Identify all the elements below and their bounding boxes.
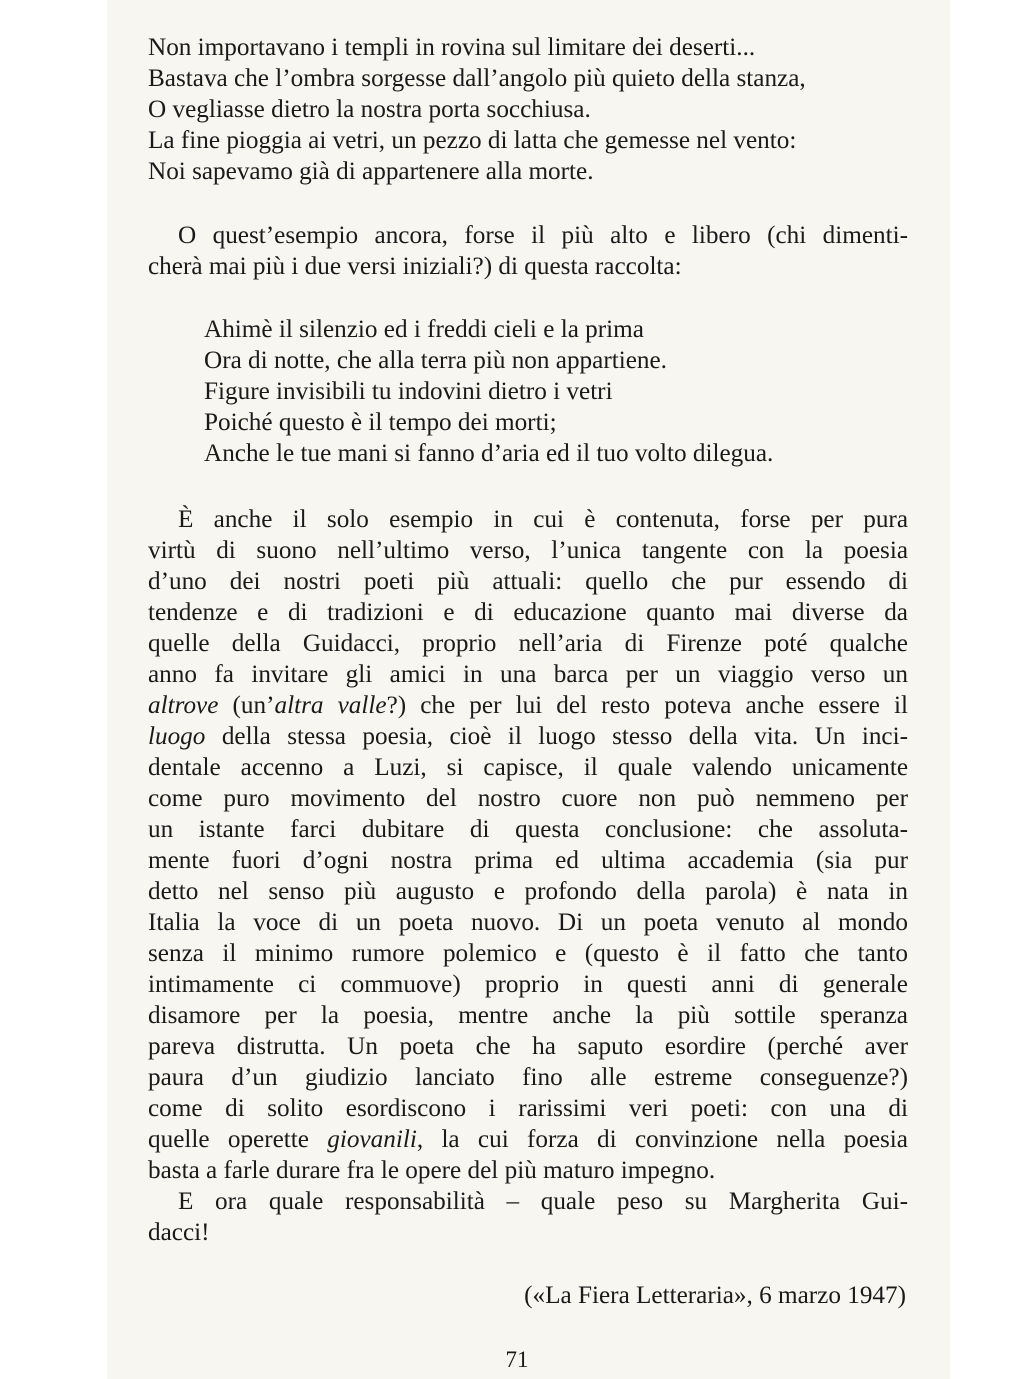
verse-line: Figure invisibili tu indovini dietro i vetri bbox=[204, 378, 613, 405]
text-line: dacci! bbox=[148, 1219, 210, 1246]
text-line: Italia la voce di un poeta nuovo. Di un poeta venuto al mondo bbox=[148, 909, 908, 936]
page-number: 71 bbox=[505, 1347, 529, 1372]
verse-line: Non importavano i templi in rovina sul limitare dei deserti... bbox=[148, 34, 756, 61]
italic-word: luogo bbox=[148, 723, 206, 750]
text-line: virtù di suono nell’ultimo verso, l’unica tangente con la poesia bbox=[148, 537, 908, 564]
verse-line: La fine pioggia ai vetri, un pezzo di latta che gemesse nel vento: bbox=[148, 127, 797, 154]
text-line: cherà mai più i due versi iniziali?) di questa raccolta: bbox=[148, 253, 682, 280]
text-fragment: (un’ bbox=[218, 692, 275, 719]
text-line: come di solito esordiscono i rarissimi veri poeti: con una di bbox=[148, 1095, 908, 1122]
verse-line: Noi sapevamo già di appartenere alla morte. bbox=[148, 158, 594, 185]
text-line: intimamente ci commuove) proprio in questi anni di generale bbox=[148, 971, 908, 998]
text-line: d’uno dei nostri poeti più attuali: quello che pur essendo di bbox=[148, 568, 908, 595]
text-line bbox=[148, 1124, 908, 1155]
text-line: mente fuori d’ogni nostra prima ed ultima accademia (sia pur bbox=[148, 847, 908, 874]
source-citation: («La Fiera Letteraria», 6 marzo 1947) bbox=[524, 1282, 906, 1309]
italic-word: altra valle bbox=[274, 692, 387, 719]
text-line: pareva distrutta. Un poeta che ha saputo esordire (perché aver bbox=[148, 1033, 908, 1060]
text-fragment: ?) che per lui del resto poteva anche essere il bbox=[386, 692, 908, 719]
text-line: E ora quale responsabilità – quale peso su Margherita Gui- bbox=[178, 1188, 908, 1215]
text-line: tendenze e di tradizioni e di educazione quanto mai diverse da bbox=[148, 599, 908, 626]
text-line: senza il minimo rumore polemico e (questo è il fatto che tanto bbox=[148, 940, 908, 967]
main-paragraph bbox=[148, 504, 908, 1186]
intro-paragraph bbox=[148, 220, 908, 282]
text-line: come puro movimento del nostro cuore non può nemmeno per bbox=[148, 785, 908, 812]
verse-line: Ora di notte, che alla terra più non appartiene. bbox=[204, 347, 667, 374]
text-line: dentale accenno a Luzi, si capisce, il quale valendo unicamente bbox=[148, 754, 908, 781]
text-line: quelle della Guidacci, proprio nell’aria di Firenze poté qualche bbox=[148, 630, 908, 657]
verse-block-1 bbox=[148, 32, 908, 187]
text-line: un istante farci dubitare di questa conclusione: che assoluta- bbox=[148, 816, 908, 843]
text-line bbox=[148, 721, 908, 752]
verse-line: O vegliasse dietro la nostra porta socchiusa. bbox=[148, 96, 591, 123]
verse-block-2 bbox=[204, 314, 904, 469]
text-fragment: , la cui forza di convinzione nella poesia bbox=[416, 1126, 908, 1153]
italic-word: giovanili bbox=[327, 1126, 417, 1153]
verse-line: Anche le tue mani si fanno d’aria ed il tuo volto dilegua. bbox=[204, 440, 774, 467]
closing-paragraph bbox=[148, 1186, 908, 1248]
verse-line: Poiché questo è il tempo dei morti; bbox=[204, 409, 557, 436]
text-line: anno fa invitare gli amici in una barca per un viaggio verso un bbox=[148, 661, 908, 688]
text-line: È anche il solo esempio in cui è contenuta, forse per pura bbox=[178, 506, 908, 533]
text-line bbox=[148, 690, 908, 721]
text-line: detto nel senso più augusto e profondo della parola) è nata in bbox=[148, 878, 908, 905]
verse-line: Ahimè il silenzio ed i freddi cieli e la prima bbox=[204, 316, 644, 343]
text-line: paura d’un giudizio lanciato fino alle estreme conseguenze?) bbox=[148, 1064, 908, 1091]
verse-line: Bastava che l’ombra sorgesse dall’angolo più quieto della stanza, bbox=[148, 65, 806, 92]
text-line: basta a farle durare fra le opere del più maturo impegno. bbox=[148, 1157, 716, 1184]
italic-word: altrove bbox=[148, 692, 219, 719]
text-fragment: della stessa poesia, cioè il luogo stesso della vita. Un inci- bbox=[205, 723, 908, 750]
text-line: disamore per la poesia, mentre anche la più sottile speranza bbox=[148, 1002, 908, 1029]
text-fragment: quelle operette bbox=[148, 1126, 328, 1153]
text-line: O quest’esempio ancora, forse il più alto e libero (chi dimenti- bbox=[178, 222, 908, 249]
